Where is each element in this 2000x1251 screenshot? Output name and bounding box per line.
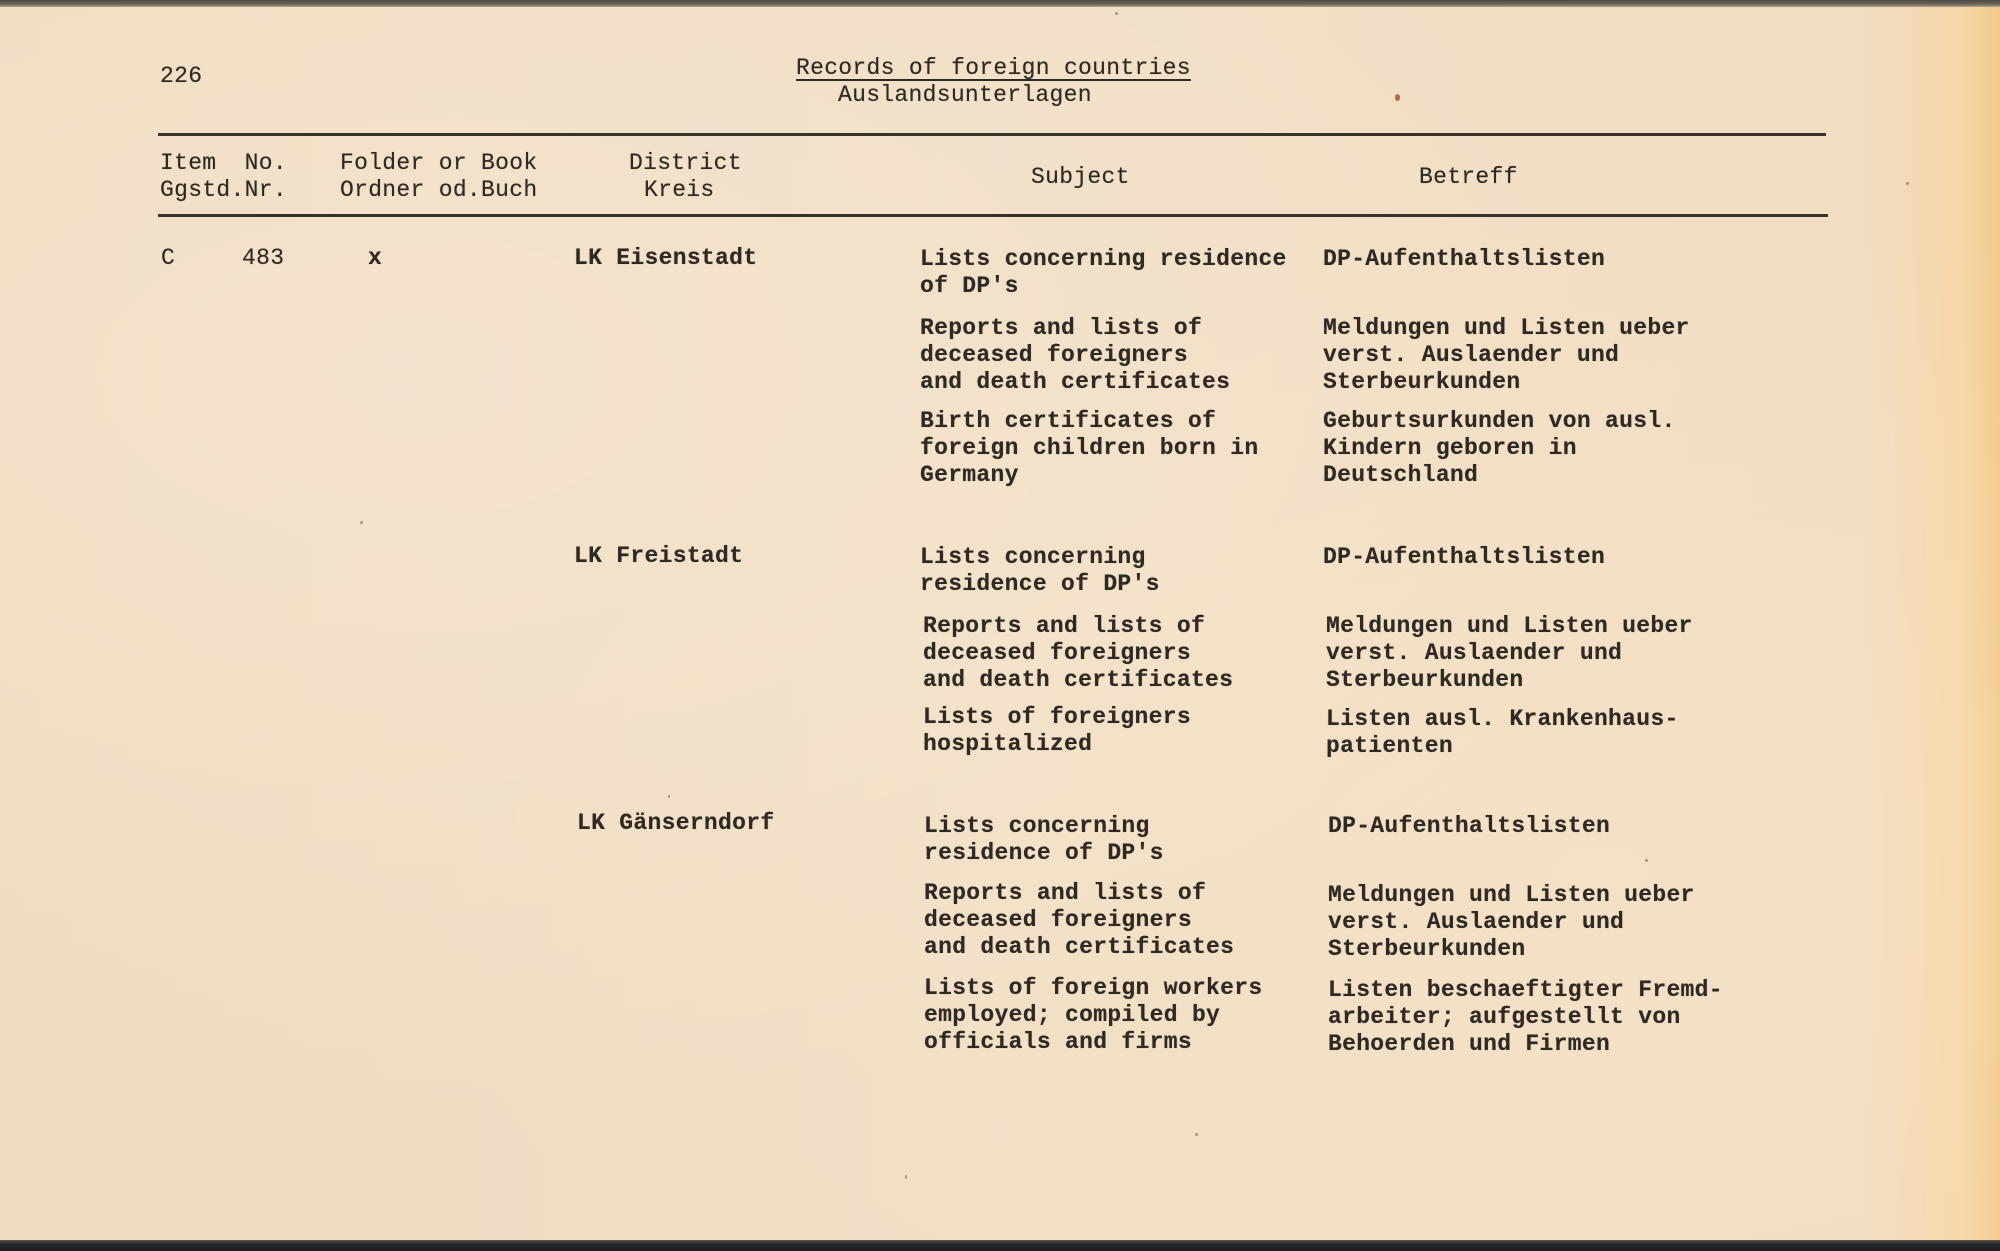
entry-subject: Lists concerning residence of DP's	[924, 813, 1164, 866]
paper-fleck	[1115, 12, 1118, 15]
entry-subject: Lists concerning residence of DP's	[920, 544, 1160, 597]
column-header-item-no: Item No.	[160, 150, 287, 176]
district-name: LK Gänserndorf	[577, 810, 775, 836]
paper-fleck	[1906, 182, 1909, 185]
document-title: Records of foreign countries	[796, 55, 1191, 81]
paper-fleck	[1195, 1133, 1198, 1136]
entry-betreff: Geburtsurkunden von ausl. Kindern geboren in Deutschland	[1323, 408, 1676, 488]
cell-folder-or-book: x	[368, 245, 383, 271]
column-header-district-de: Kreis	[644, 177, 715, 203]
entry-betreff: Listen ausl. Krankenhaus- patienten	[1326, 706, 1679, 759]
document-subtitle: Auslandsunterlagen	[838, 82, 1092, 108]
entry-subject: Lists concerning residence of DP's	[920, 246, 1287, 299]
district-name: LK Freistadt	[574, 543, 744, 569]
entry-betreff: Meldungen und Listen ueber verst. Auslaender und Sterbeurkunden	[1328, 882, 1695, 962]
entry-subject: Birth certificates of foreign children born in Germany	[920, 408, 1259, 488]
paper-fleck	[905, 1175, 907, 1179]
entry-betreff: Listen beschaeftigter Fremd- arbeiter; aufgestellt von Behoerden und Firmen	[1328, 977, 1723, 1057]
entry-betreff: Meldungen und Listen ueber verst. Auslaender und Sterbeurkunden	[1323, 315, 1690, 395]
column-header-district: District	[629, 150, 742, 176]
entry-subject: Lists of foreign workers employed; compiled by officials and firms	[924, 975, 1263, 1055]
cell-number: 483	[242, 245, 285, 271]
column-header-item-no-de: Ggstd.Nr.	[160, 177, 287, 203]
page-number: 226	[160, 63, 203, 89]
entry-betreff: Meldungen und Listen ueber verst. Auslaender und Sterbeurkunden	[1326, 613, 1693, 693]
table-header-top-rule	[158, 133, 1826, 136]
page-bottom-edge	[0, 1240, 2000, 1251]
entry-betreff: DP-Aufenthaltslisten	[1323, 246, 1606, 272]
cell-item: C	[161, 245, 176, 271]
entry-subject: Reports and lists of deceased foreigners and death certificates	[924, 880, 1235, 960]
paper-fleck	[668, 795, 670, 798]
table-header-bottom-rule	[158, 214, 1828, 217]
entry-betreff: DP-Aufenthaltslisten	[1323, 544, 1606, 570]
ink-spot	[1395, 94, 1400, 101]
district-name: LK Eisenstadt	[574, 245, 758, 271]
page-top-edge	[0, 0, 2000, 7]
column-header-folder-or-book-de: Ordner od.Buch	[340, 177, 538, 203]
column-header-subject: Subject	[1031, 164, 1130, 190]
entry-subject: Lists of foreigners hospitalized	[923, 704, 1191, 757]
entry-subject: Reports and lists of deceased foreigners and death certificates	[920, 315, 1231, 395]
paper-fleck	[360, 521, 363, 524]
column-header-folder-or-book: Folder or Book	[340, 150, 538, 176]
entry-subject: Reports and lists of deceased foreigners and death certificates	[923, 613, 1234, 693]
paper-fleck	[1645, 859, 1648, 862]
column-header-betreff: Betreff	[1419, 164, 1518, 190]
entry-betreff: DP-Aufenthaltslisten	[1328, 813, 1611, 839]
